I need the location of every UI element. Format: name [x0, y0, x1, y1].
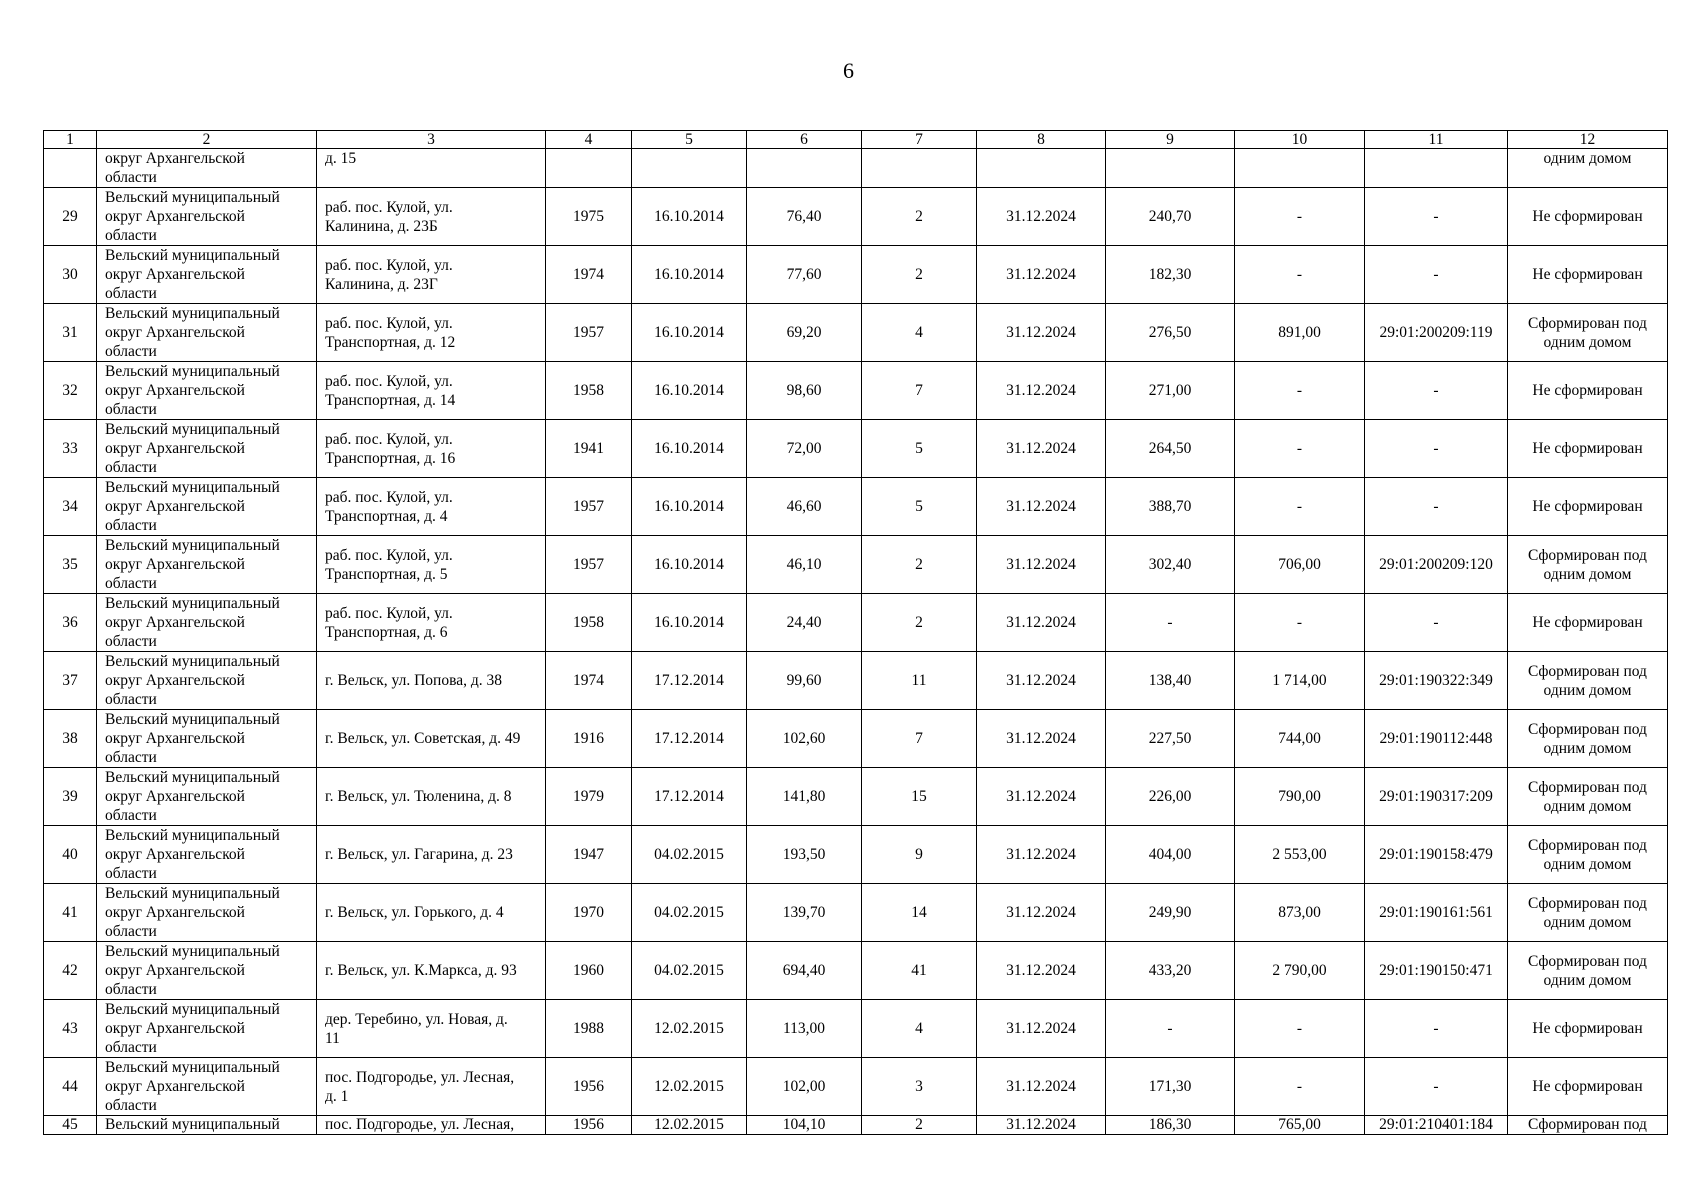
municipality-cell: Вельский муниципальный округ Архангельской области [97, 594, 317, 652]
deadline-cell: 31.12.2024 [977, 1000, 1106, 1058]
table-cell [977, 149, 1106, 188]
date-cell: 17.12.2014 [632, 768, 747, 826]
row-number-cell: 39 [44, 768, 97, 826]
land-status-cell: Сформирован под одним домом [1508, 304, 1668, 362]
residents-cell: 14 [862, 884, 977, 942]
date-cell: 04.02.2015 [632, 826, 747, 884]
year-built-cell: 1957 [546, 478, 632, 536]
value-cell: 186,30 [1106, 1116, 1235, 1135]
table-cell [44, 149, 97, 188]
row-number-cell: 41 [44, 884, 97, 942]
cadastral-number-cell: - [1365, 362, 1508, 420]
municipality-cell: Вельский муниципальный округ Архангельской области [97, 362, 317, 420]
date-cell: 12.02.2015 [632, 1000, 747, 1058]
land-status-cell: Сформирован под одним домом [1508, 942, 1668, 1000]
address-cell: раб. пос. Кулой, ул. Транспортная, д. 5 [317, 536, 546, 594]
year-built-cell: 1956 [546, 1116, 632, 1135]
address-cell: раб. пос. Кулой, ул. Калинина, д. 23Б [317, 188, 546, 246]
cadastral-number-cell: 29:01:190158:479 [1365, 826, 1508, 884]
table-row [44, 1000, 1668, 1058]
row-number-cell: 44 [44, 1058, 97, 1116]
address-cell: д. 15 [317, 149, 546, 188]
land-area-cell: - [1235, 478, 1365, 536]
municipality-cell: Вельский муниципальный округ Архангельской области [97, 652, 317, 710]
column-number: 5 [632, 131, 747, 149]
municipality-cell: Вельский муниципальный округ Архангельской области [97, 942, 317, 1000]
year-built-cell: 1916 [546, 710, 632, 768]
year-built-cell: 1957 [546, 304, 632, 362]
year-built-cell: 1960 [546, 942, 632, 1000]
land-status-cell: Сформирован под одним домом [1508, 710, 1668, 768]
row-number-cell: 45 [44, 1116, 97, 1135]
deadline-cell: 31.12.2024 [977, 1058, 1106, 1116]
address-cell: пос. Подгородье, ул. Лесная, д. 1 [317, 1058, 546, 1116]
column-number: 1 [44, 131, 97, 149]
row-number-cell: 43 [44, 1000, 97, 1058]
cadastral-number-cell: - [1365, 188, 1508, 246]
area-cell: 98,60 [747, 362, 862, 420]
deadline-cell: 31.12.2024 [977, 420, 1106, 478]
residents-cell: 2 [862, 246, 977, 304]
residents-cell: 2 [862, 188, 977, 246]
page-number: 6 [843, 58, 854, 83]
address-cell: раб. пос. Кулой, ул. Транспортная, д. 14 [317, 362, 546, 420]
deadline-cell: 31.12.2024 [977, 942, 1106, 1000]
land-status-cell: Сформирован под одним домом [1508, 826, 1668, 884]
area-cell: 77,60 [747, 246, 862, 304]
cadastral-number-cell: - [1365, 420, 1508, 478]
municipality-cell: Вельский муниципальный округ Архангельской области [97, 884, 317, 942]
municipality-cell: Вельский муниципальный округ Архангельской области [97, 478, 317, 536]
residents-cell: 2 [862, 1116, 977, 1135]
row-number-cell: 38 [44, 710, 97, 768]
deadline-cell: 31.12.2024 [977, 188, 1106, 246]
land-area-cell: - [1235, 594, 1365, 652]
table-row [44, 1058, 1668, 1116]
residents-cell: 7 [862, 362, 977, 420]
year-built-cell: 1956 [546, 1058, 632, 1116]
value-cell: 226,00 [1106, 768, 1235, 826]
deadline-cell: 31.12.2024 [977, 304, 1106, 362]
land-area-cell: 790,00 [1235, 768, 1365, 826]
table-row [44, 768, 1668, 826]
land-area-cell: - [1235, 246, 1365, 304]
column-number: 9 [1106, 131, 1235, 149]
land-area-cell: - [1235, 1000, 1365, 1058]
residents-cell: 11 [862, 652, 977, 710]
land-area-cell: - [1235, 362, 1365, 420]
land-area-cell: - [1235, 420, 1365, 478]
address-cell: пос. Подгородье, ул. Лесная, [317, 1116, 546, 1135]
deadline-cell: 31.12.2024 [977, 594, 1106, 652]
year-built-cell: 1979 [546, 768, 632, 826]
deadline-cell: 31.12.2024 [977, 768, 1106, 826]
land-status-cell: Не сформирован [1508, 594, 1668, 652]
table-row [44, 304, 1668, 362]
area-cell: 102,60 [747, 710, 862, 768]
value-cell: 240,70 [1106, 188, 1235, 246]
municipality-cell: Вельский муниципальный округ Архангельской области [97, 826, 317, 884]
table-cell [632, 149, 747, 188]
land-area-cell: 744,00 [1235, 710, 1365, 768]
area-cell: 24,40 [747, 594, 862, 652]
table-cell [546, 149, 632, 188]
deadline-cell: 31.12.2024 [977, 478, 1106, 536]
table-cell [1235, 149, 1365, 188]
date-cell: 12.02.2015 [632, 1058, 747, 1116]
land-status-cell: Не сформирован [1508, 1058, 1668, 1116]
residents-cell: 9 [862, 826, 977, 884]
municipality-cell: Вельский муниципальный округ Архангельской области [97, 1000, 317, 1058]
land-status-cell: Сформирован под одним домом [1508, 768, 1668, 826]
value-cell: 404,00 [1106, 826, 1235, 884]
row-number-cell: 29 [44, 188, 97, 246]
value-cell: 264,50 [1106, 420, 1235, 478]
housing-registry-table [43, 130, 1668, 1135]
value-cell: - [1106, 1000, 1235, 1058]
date-cell: 16.10.2014 [632, 536, 747, 594]
table-row [44, 188, 1668, 246]
deadline-cell: 31.12.2024 [977, 826, 1106, 884]
year-built-cell: 1947 [546, 826, 632, 884]
year-built-cell: 1958 [546, 594, 632, 652]
land-area-cell: 873,00 [1235, 884, 1365, 942]
land-area-cell: 1 714,00 [1235, 652, 1365, 710]
continued-row [44, 149, 1668, 188]
municipality-cell: Вельский муниципальный [97, 1116, 317, 1135]
cadastral-number-cell: - [1365, 1000, 1508, 1058]
cadastral-number-cell: 29:01:190112:448 [1365, 710, 1508, 768]
land-area-cell: 2 553,00 [1235, 826, 1365, 884]
table-row [44, 942, 1668, 1000]
table-row [44, 594, 1668, 652]
table-row [44, 652, 1668, 710]
land-status-cell: Сформирован под одним домом [1508, 652, 1668, 710]
land-status-cell: Не сформирован [1508, 188, 1668, 246]
date-cell: 16.10.2014 [632, 304, 747, 362]
municipality-cell: Вельский муниципальный округ Архангельской области [97, 246, 317, 304]
address-cell: раб. пос. Кулой, ул. Калинина, д. 23Г [317, 246, 546, 304]
row-number-cell: 37 [44, 652, 97, 710]
address-cell: г. Вельск, ул. Тюленина, д. 8 [317, 768, 546, 826]
table-cell [1106, 149, 1235, 188]
area-cell: 99,60 [747, 652, 862, 710]
address-cell: раб. пос. Кулой, ул. Транспортная, д. 6 [317, 594, 546, 652]
cadastral-number-cell: 29:01:200209:120 [1365, 536, 1508, 594]
area-cell: 102,00 [747, 1058, 862, 1116]
municipality-cell: Вельский муниципальный округ Архангельской области [97, 1058, 317, 1116]
address-cell: г. Вельск, ул. Советская, д. 49 [317, 710, 546, 768]
residents-cell: 15 [862, 768, 977, 826]
table-row [44, 1116, 1668, 1135]
value-cell: - [1106, 594, 1235, 652]
value-cell: 249,90 [1106, 884, 1235, 942]
year-built-cell: 1974 [546, 652, 632, 710]
table-row [44, 478, 1668, 536]
column-number: 6 [747, 131, 862, 149]
area-cell: 76,40 [747, 188, 862, 246]
row-number-cell: 42 [44, 942, 97, 1000]
deadline-cell: 31.12.2024 [977, 536, 1106, 594]
value-cell: 138,40 [1106, 652, 1235, 710]
area-cell: 141,80 [747, 768, 862, 826]
cadastral-number-cell: 29:01:210401:184 [1365, 1116, 1508, 1135]
value-cell: 227,50 [1106, 710, 1235, 768]
row-number-cell: 33 [44, 420, 97, 478]
value-cell: 302,40 [1106, 536, 1235, 594]
address-cell: раб. пос. Кулой, ул. Транспортная, д. 16 [317, 420, 546, 478]
residents-cell: 2 [862, 536, 977, 594]
land-area-cell: - [1235, 188, 1365, 246]
land-status-cell: Не сформирован [1508, 478, 1668, 536]
table-cell [1365, 149, 1508, 188]
value-cell: 388,70 [1106, 478, 1235, 536]
column-number: 3 [317, 131, 546, 149]
value-cell: 271,00 [1106, 362, 1235, 420]
date-cell: 17.12.2014 [632, 710, 747, 768]
date-cell: 16.10.2014 [632, 188, 747, 246]
area-cell: 104,10 [747, 1116, 862, 1135]
year-built-cell: 1957 [546, 536, 632, 594]
deadline-cell: 31.12.2024 [977, 652, 1106, 710]
row-number-cell: 36 [44, 594, 97, 652]
land-status-cell: Сформирован под [1508, 1116, 1668, 1135]
land-area-cell: 765,00 [1235, 1116, 1365, 1135]
land-status-cell: Не сформирован [1508, 246, 1668, 304]
table-row [44, 362, 1668, 420]
date-cell: 16.10.2014 [632, 362, 747, 420]
year-built-cell: 1970 [546, 884, 632, 942]
column-number: 12 [1508, 131, 1668, 149]
residents-cell: 2 [862, 594, 977, 652]
land-status-cell: одним домом [1508, 149, 1668, 188]
year-built-cell: 1975 [546, 188, 632, 246]
row-number-cell: 34 [44, 478, 97, 536]
residents-cell: 4 [862, 1000, 977, 1058]
deadline-cell: 31.12.2024 [977, 246, 1106, 304]
table-row [44, 536, 1668, 594]
land-area-cell: 891,00 [1235, 304, 1365, 362]
table-row [44, 826, 1668, 884]
table-row [44, 246, 1668, 304]
cadastral-number-cell: - [1365, 246, 1508, 304]
deadline-cell: 31.12.2024 [977, 362, 1106, 420]
date-cell: 16.10.2014 [632, 594, 747, 652]
address-cell: г. Вельск, ул. Попова, д. 38 [317, 652, 546, 710]
row-number-cell: 31 [44, 304, 97, 362]
area-cell: 193,50 [747, 826, 862, 884]
cadastral-number-cell: 29:01:200209:119 [1365, 304, 1508, 362]
date-cell: 16.10.2014 [632, 420, 747, 478]
row-number-cell: 30 [44, 246, 97, 304]
municipality-cell: Вельский муниципальный округ Архангельской области [97, 304, 317, 362]
land-status-cell: Сформирован под одним домом [1508, 536, 1668, 594]
address-cell: г. Вельск, ул. К.Маркса, д. 93 [317, 942, 546, 1000]
area-cell: 46,60 [747, 478, 862, 536]
deadline-cell: 31.12.2024 [977, 884, 1106, 942]
address-cell: раб. пос. Кулой, ул. Транспортная, д. 12 [317, 304, 546, 362]
area-cell: 69,20 [747, 304, 862, 362]
area-cell: 72,00 [747, 420, 862, 478]
year-built-cell: 1988 [546, 1000, 632, 1058]
row-number-cell: 35 [44, 536, 97, 594]
land-status-cell: Не сформирован [1508, 1000, 1668, 1058]
area-cell: 139,70 [747, 884, 862, 942]
year-built-cell: 1958 [546, 362, 632, 420]
cadastral-number-cell: - [1365, 594, 1508, 652]
table-cell [862, 149, 977, 188]
residents-cell: 4 [862, 304, 977, 362]
date-cell: 04.02.2015 [632, 942, 747, 1000]
date-cell: 17.12.2014 [632, 652, 747, 710]
column-number: 8 [977, 131, 1106, 149]
municipality-cell: Вельский муниципальный округ Архангельской области [97, 188, 317, 246]
value-cell: 276,50 [1106, 304, 1235, 362]
municipality-cell: округ Архангельской области [97, 149, 317, 188]
column-number: 11 [1365, 131, 1508, 149]
municipality-cell: Вельский муниципальный округ Архангельской области [97, 768, 317, 826]
table-row [44, 710, 1668, 768]
date-cell: 12.02.2015 [632, 1116, 747, 1135]
cadastral-number-cell: 29:01:190150:471 [1365, 942, 1508, 1000]
area-cell: 694,40 [747, 942, 862, 1000]
date-cell: 04.02.2015 [632, 884, 747, 942]
land-status-cell: Не сформирован [1508, 420, 1668, 478]
residents-cell: 41 [862, 942, 977, 1000]
cadastral-number-cell: - [1365, 478, 1508, 536]
municipality-cell: Вельский муниципальный округ Архангельской области [97, 710, 317, 768]
table-row [44, 420, 1668, 478]
municipality-cell: Вельский муниципальный округ Архангельской области [97, 536, 317, 594]
address-cell: г. Вельск, ул. Горького, д. 4 [317, 884, 546, 942]
cadastral-number-cell: 29:01:190161:561 [1365, 884, 1508, 942]
value-cell: 182,30 [1106, 246, 1235, 304]
land-area-cell: - [1235, 1058, 1365, 1116]
column-number: 4 [546, 131, 632, 149]
cadastral-number-cell: 29:01:190317:209 [1365, 768, 1508, 826]
address-cell: раб. пос. Кулой, ул. Транспортная, д. 4 [317, 478, 546, 536]
column-number: 10 [1235, 131, 1365, 149]
area-cell: 113,00 [747, 1000, 862, 1058]
value-cell: 433,20 [1106, 942, 1235, 1000]
municipality-cell: Вельский муниципальный округ Архангельской области [97, 420, 317, 478]
column-number: 7 [862, 131, 977, 149]
address-cell: дер. Теребино, ул. Новая, д. 11 [317, 1000, 546, 1058]
area-cell: 46,10 [747, 536, 862, 594]
date-cell: 16.10.2014 [632, 246, 747, 304]
year-built-cell: 1941 [546, 420, 632, 478]
cadastral-number-cell: 29:01:190322:349 [1365, 652, 1508, 710]
row-number-cell: 32 [44, 362, 97, 420]
residents-cell: 7 [862, 710, 977, 768]
land-status-cell: Сформирован под одним домом [1508, 884, 1668, 942]
address-cell: г. Вельск, ул. Гагарина, д. 23 [317, 826, 546, 884]
value-cell: 171,30 [1106, 1058, 1235, 1116]
row-number-cell: 40 [44, 826, 97, 884]
land-area-cell: 706,00 [1235, 536, 1365, 594]
deadline-cell: 31.12.2024 [977, 1116, 1106, 1135]
column-number: 2 [97, 131, 317, 149]
year-built-cell: 1974 [546, 246, 632, 304]
residents-cell: 3 [862, 1058, 977, 1116]
residents-cell: 5 [862, 420, 977, 478]
table-row [44, 884, 1668, 942]
land-area-cell: 2 790,00 [1235, 942, 1365, 1000]
land-status-cell: Не сформирован [1508, 362, 1668, 420]
column-number-row [44, 131, 1668, 149]
cadastral-number-cell: - [1365, 1058, 1508, 1116]
deadline-cell: 31.12.2024 [977, 710, 1106, 768]
date-cell: 16.10.2014 [632, 478, 747, 536]
residents-cell: 5 [862, 478, 977, 536]
table-cell [747, 149, 862, 188]
